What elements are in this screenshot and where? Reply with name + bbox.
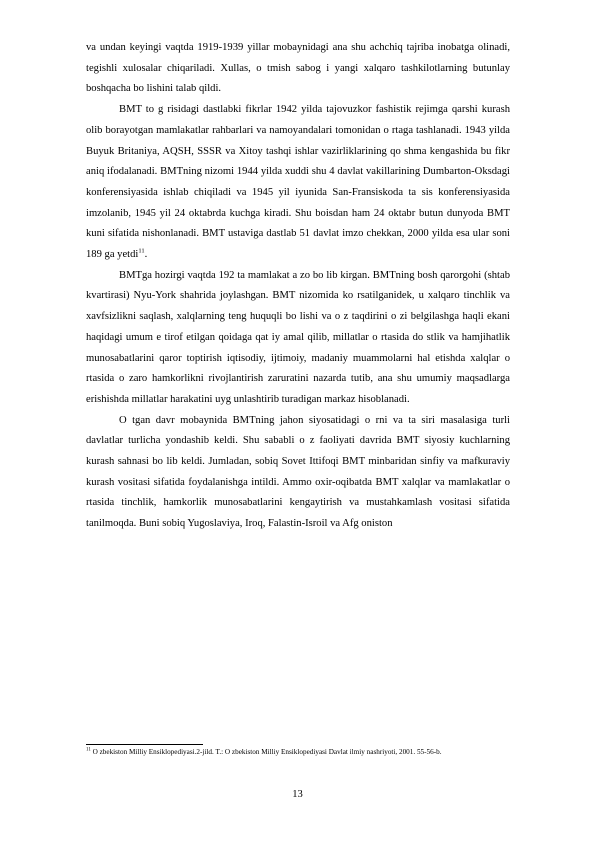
paragraph-2-end: .: [144, 249, 148, 261]
paragraph-3: BMTga hozirgi vaqtda 192 ta mamlakat a zo bo lib kirgan. BMTning bosh qarorgohi (shtab kvartirasi) Nyu-York shahrida joylashgan. BMT nizomida ko rsatilganidek, u xalqaro tinchlik va xavfsizlikni saqlash, xalqlarning teng huquqli bo lishi va o z taqdirini o zi belgilashga haqli ekani haqidagi umum e tirof etilgan qoidaga qat iy amal qilib, millatlar o rtasida do stlik va hamjihatlik munosabatlarini qaror toptirish iqtisodiy, ijtimoiy, madaniy muammolarni hal etishda xalqlar o rtasida o zaro hamkorlikni rivojlantirish zaruratini nazarda tutib, ana shu umumiy maqsadlarga erishishda millatlar harakatini uyg unlashtirib turadigan markaz hisoblanadi.: [86, 269, 510, 405]
paragraph-2: [86, 100, 510, 266]
paragraph-1: va undan keyingi vaqtda 1919-1939 yillar mobaynidagi ana shu achchiq tajriba inobatga olinadi, tegishli xulosalar chiqariladi. Xullas, o tmish sabog i yangi xalqaro tashkilotlarning butunlay boshqacha bo lishini talab qildi.: [86, 42, 510, 95]
page-number: 13: [292, 789, 303, 800]
footnote: [86, 747, 510, 758]
footnote-divider: [86, 744, 203, 745]
paragraph-2-text: BMT to g risidagi dastlabki fikrlar 1942 yilda tajovuzkor fashistik rejimga qarshi kurash olib borayotgan mamlakatlar rahbarlari va namoyandalari tomonidan o rtaga tashlanadi. 1943 yilda Buyuk Britaniya, AQSH, SSSR va Xitoy tashqi ishlar vazirliklarining qo shma kengashida bu fikr aniq ifodalanadi. BMTning nizomi 1944 yilda xuddi shu 4 davlat vakillarining Dumbarton-Oksdagi konferensiyasida ishlab chiqiladi va 1945 yil iyunida San-Fransiskoda ta sis konferensiyasida imzolanib, 1945 yil 24 oktabrda kuchga kiradi. Shu boisdan ham 24 oktabr butun dunyoda BMT kuni sifatida nishonlanadi. BMT ustaviga dastlab 51 davlat imzo chekkan, 2000 yilda esa ular soni 189 ga yetdi: [86, 104, 510, 261]
document-body: [86, 38, 510, 535]
footnote-text: O zbekiston Milliy Ensiklopediyasi.2-jild. T.: O zbekiston Milliy Ensiklopediyasi Davlat ilmiy nashriyoti, 2001. 55-56-b.: [92, 748, 442, 756]
footnote-reference[interactable]: 11: [138, 247, 145, 255]
paragraph-4: O tgan davr mobaynida BMTning jahon siyosatidagi o rni va ta siri masalasiga turli davlatlar turlicha yondashib keldi. Shu sababli o z faoliyati davrida BMT siyosiy kuchlarning kurash sahnasi bo lib keldi. Jumladan, sobiq Sovet Ittifoqi BMT minbaridan sinfiy va mafkuraviy kurash vositasi sifatida foydalanishga intildi. Ammo oxir-oqibatda BMT xalqlar va mamlakatlar o rtasida tinchlik, hamkorlik munosabatlarini kengaytirish va mustahkamlash vositasi sifatida tanilmoqda. Buni sobiq Yugoslaviya, Iroq, Falastin-Isroil va Afg oniston: [86, 414, 510, 530]
footnote-number: 11: [86, 747, 91, 753]
